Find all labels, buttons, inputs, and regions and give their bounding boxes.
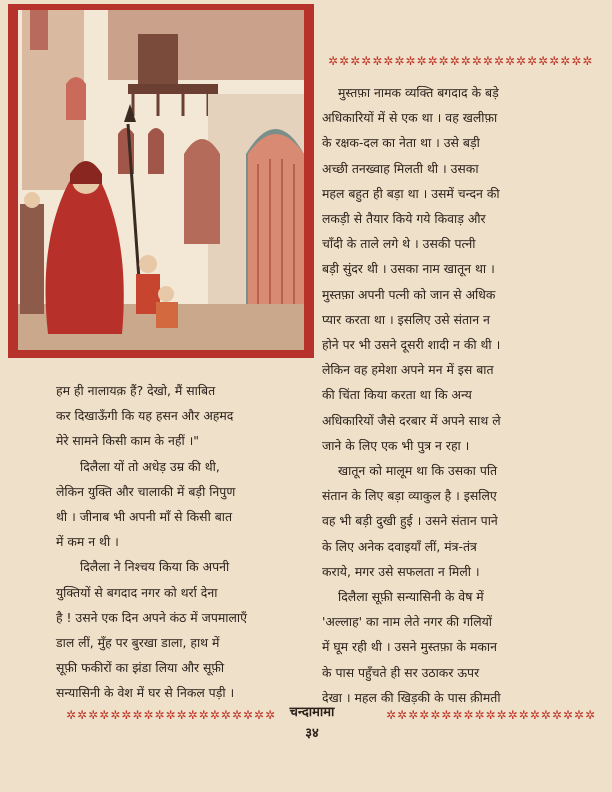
story-illustration: [8, 4, 314, 358]
bottom-right-border-ornament: ✲✲✲✲✲✲✲✲✲✲✲✲✲✲✲✲✲✲✲: [386, 708, 597, 722]
text-line: है ! उसने एक दिन अपने कंठ में जपमालाएँ: [56, 609, 247, 625]
text-line: कराये, मगर उसे सफलता न मिली ।: [322, 563, 480, 579]
text-line: 'अल्लाह' का नाम लेते नगर की गलियों: [322, 614, 492, 630]
text-line: की चिंता किया करता था कि अन्य: [322, 387, 472, 403]
text-line: खातून को मालूम था कि उसका पति: [338, 463, 498, 479]
text-line: सन्यासिनी के वेश में घर से निकल पड़ी ।: [56, 685, 235, 701]
text-line: मुस्तफ़ा नामक व्यक्ति बगदाद के बड़े: [338, 85, 499, 100]
text-line: के पास पहुँचते ही सर उठाकर ऊपर: [322, 664, 480, 680]
text-line: चाँदी के ताले लगे थे । उसकी पत्नी: [322, 236, 476, 252]
bottom-left-border-ornament: ✲✲✲✲✲✲✲✲✲✲✲✲✲✲✲✲✲✲✲: [66, 708, 277, 722]
text-line: में कम न थी ।: [56, 534, 119, 550]
text-line: सूफ़ी फकीरों का झंडा लिया और सूफ़ी: [56, 660, 225, 676]
text-line: लेकिन युक्ति और चालाकी में बड़ी निपुण: [56, 483, 236, 499]
text-line: दिलैला यों तो अधेड़ उम्र की थी,: [80, 458, 220, 474]
text-line: देखा । महल की खिड़की के पास क़ीमती: [322, 689, 501, 705]
text-line: कर दिखाऊँगी कि यह हसन और अहमद: [56, 408, 234, 424]
text-line: लेकिन वह हमेशा अपने मन में इस बात: [322, 362, 494, 378]
text-line: लकड़ी से तैयार किये गये किवाड़ और: [322, 211, 486, 227]
text-line: डाल लीं, मुँह पर बुरखा डाला, हाथ में: [56, 635, 220, 651]
text-line: थी । जीनाब भी अपनी माँ से किसी बात: [56, 509, 233, 525]
text-line: के लिए अनेक दवाइयाँ लीं, मंत्र-तंत्र: [322, 538, 477, 554]
text-line: के रक्षक-दल का नेता था । उसे बड़ी: [322, 135, 480, 151]
illustration-scene: [8, 4, 314, 358]
left-text-column: [56, 378, 314, 706]
text-line: हम ही नालायक़ हैं? देखो, मैं साबित: [56, 383, 216, 398]
text-line: संतान के लिए बड़ा व्याकुल है । इसलिए: [322, 488, 497, 504]
text-line: होने पर भी उसने दूसरी शादी न की थी ।: [322, 337, 501, 353]
text-line: बड़ी सुंदर थी । उसका नाम खातून था ।: [322, 261, 495, 277]
text-line: अधिकारियों में से एक था । वह खलीफ़ा: [322, 110, 498, 126]
text-line: वह भी बड़ी दुखी हुई । उसने संतान पाने: [322, 513, 498, 529]
page-number: ३४: [305, 726, 319, 741]
text-line: महल बहुत ही बड़ा था । उसमें चन्दन की: [322, 185, 500, 201]
text-line: दिलैला ने निश्चय किया कि अपनी: [80, 559, 230, 575]
text-line: में घूम रही थी । उसने मुस्तफ़ा के मकान: [322, 639, 497, 655]
text-line: अधिकारियों जैसे दरबार में अपने साथ ले: [322, 412, 501, 428]
text-line: मुस्तफ़ा अपनी पत्नी को जान से अधिक: [322, 286, 496, 302]
magazine-title: चन्दामामा: [289, 705, 335, 720]
text-line: दिलैला सूफ़ी सन्यासिनी के वेष में: [338, 589, 484, 605]
text-line: अच्छी तनख्वाह मिलती थी । उसका: [322, 160, 479, 176]
text-line: जाने के लिए एक भी पुत्र न रहा ।: [322, 437, 470, 453]
text-line: युक्तियों से बगदाद नगर को थर्रा देना: [56, 584, 218, 600]
top-border-ornament: ✲✲✲✲✲✲✲✲✲✲✲✲✲✲✲✲✲✲✲✲✲✲✲✲: [328, 54, 594, 68]
text-line: मेरे सामने किसी काम के नहीं ।": [56, 433, 200, 449]
text-line: प्यार करता था । इसलिए उसे संतान न: [322, 311, 490, 327]
right-text-column: [322, 80, 596, 710]
